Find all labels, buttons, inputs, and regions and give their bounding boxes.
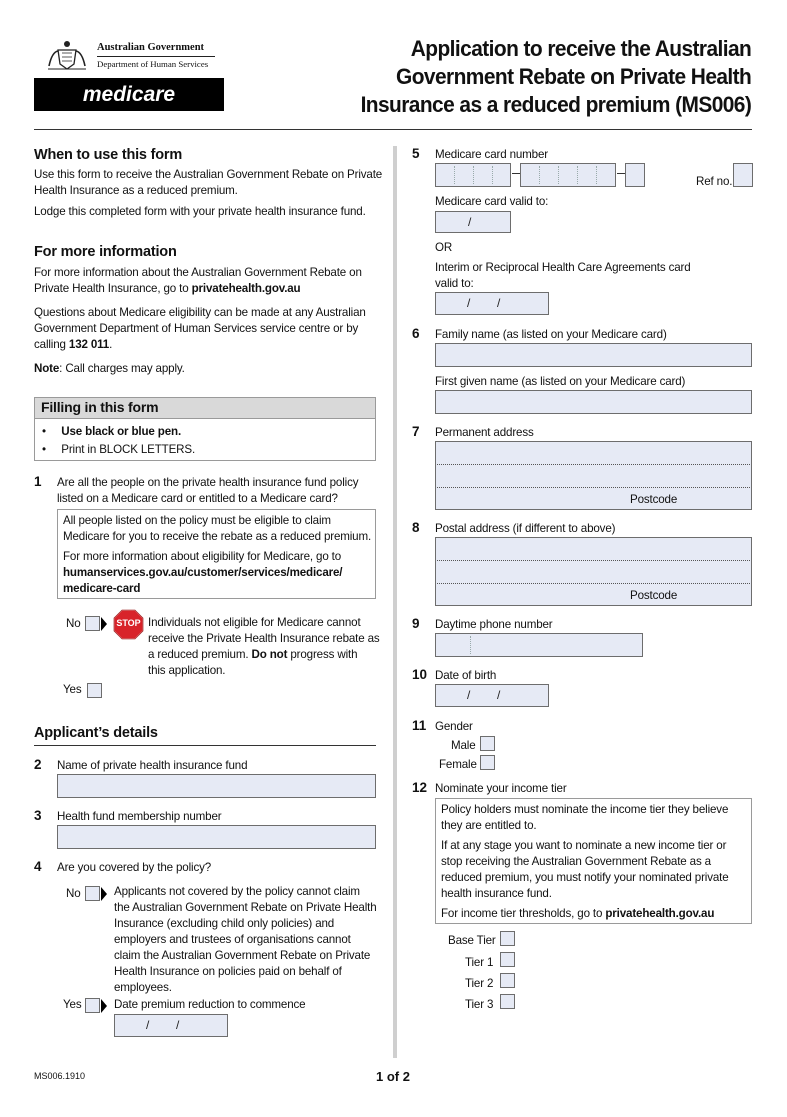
q1-no-text-c-bold: Do not	[251, 648, 288, 661]
q1-no-checkbox[interactable]	[85, 616, 100, 631]
male-checkbox[interactable]	[480, 736, 495, 751]
title-line-1: Application to receive the Australian	[410, 36, 751, 61]
q4-no-arrow-icon	[101, 887, 107, 901]
q1-no-text-c-pre: a reduced premium.	[148, 648, 252, 661]
more-info-text-1a: For more information about the Australian Government Rebate on	[34, 266, 362, 279]
q1-no-text-d: this application.	[148, 664, 226, 677]
more-info-heading: For more information	[34, 244, 177, 260]
more-info-text-1b-pre: Private Health Insurance, go to	[34, 282, 192, 295]
q2-text: Name of private health insurance fund	[57, 759, 248, 772]
filling-bullet-2-text: Print in BLOCK LETTERS.	[61, 443, 196, 456]
when-to-use-text-2: Lodge this completed form with your private health insurance fund.	[34, 205, 366, 218]
note-body: : Call charges may apply.	[59, 362, 185, 375]
q2-number: 2	[34, 757, 42, 772]
title-line-2: Government Rebate on Private Health	[395, 64, 751, 89]
q4-no-label: No	[66, 887, 81, 900]
male-label: Male	[451, 739, 476, 752]
note-label: Note	[34, 362, 60, 375]
q7-text: Permanent address	[435, 426, 534, 439]
q1-box-a: All people listed on the policy must be eligible to claim	[63, 514, 331, 527]
date-slash: /	[468, 215, 472, 229]
q12-box-g	[441, 906, 714, 922]
header-rule	[34, 129, 752, 130]
privatehealth-link[interactable]: privatehealth.gov.au	[191, 282, 301, 295]
base-tier-checkbox[interactable]	[500, 931, 515, 946]
q4-no-e: claim the Australian Government Rebate on Private	[114, 949, 371, 962]
q9-number: 9	[412, 616, 420, 631]
tier1-checkbox[interactable]	[500, 952, 515, 967]
medicare-logo-text: medicare	[82, 83, 176, 106]
tier2-label: Tier 2	[465, 977, 494, 990]
date-slash: /	[497, 688, 501, 702]
filling-heading: Filling in this form	[41, 399, 159, 415]
q1-box-e[interactable]: medicare-card	[63, 582, 141, 595]
membership-number-field[interactable]	[57, 825, 376, 849]
q12-box-f: health insurance fund.	[441, 887, 552, 900]
q3-text: Health fund membership number	[57, 810, 222, 823]
q10-text: Date of birth	[435, 669, 497, 682]
q4-yes-checkbox[interactable]	[85, 998, 100, 1013]
q1-no-text-a: Individuals not eligible for Medicare cannot	[148, 616, 361, 629]
q12-number: 12	[412, 780, 428, 795]
calling-text: calling	[34, 338, 69, 351]
q12-box-a: Policy holders must nominate the income tier they believe	[441, 803, 729, 816]
or-label: OR	[435, 241, 453, 254]
q5-text: Medicare card number	[435, 148, 548, 161]
q12-box-g-pre: For income tier thresholds, go to	[441, 907, 606, 920]
date-slash: /	[467, 688, 471, 702]
family-name-field[interactable]	[435, 343, 752, 367]
q1-box-d[interactable]: humanservices.gov.au/customer/services/medicare/	[63, 566, 343, 579]
q1-text-a: Are all the people on the private health insurance fund policy	[57, 476, 359, 489]
more-info-text-2a: Questions about Medicare eligibility can be made at any Australian	[34, 306, 366, 319]
filling-bullet-1: • Use black or blue pen.	[42, 425, 182, 438]
form-code: MS006.1910	[34, 1071, 86, 1081]
q1-no-label: No	[66, 617, 81, 630]
interim-label-a: Interim or Reciprocal Health Care Agreements card	[435, 261, 691, 274]
q1-no-arrow-icon	[101, 617, 107, 631]
q10-number: 10	[412, 667, 428, 682]
filling-bullet-1-text: Use black or blue pen.	[61, 425, 182, 438]
base-tier-label: Base Tier	[448, 934, 496, 947]
q4-no-c: Insurance (excluding child only policies) and	[114, 917, 335, 930]
health-fund-name-field[interactable]	[57, 774, 376, 798]
q12-text: Nominate your income tier	[435, 782, 567, 795]
date-slash: /	[497, 296, 501, 310]
title-line-3: Insurance as a reduced premium (MS006)	[360, 92, 751, 117]
when-to-use-heading: When to use this form	[34, 147, 183, 163]
q4-yes-text: Date premium reduction to commence	[114, 998, 306, 1011]
q4-number: 4	[34, 859, 42, 874]
q8-text: Postal address (if different to above)	[435, 522, 616, 535]
gov-name: Australian Government	[97, 42, 205, 53]
applicant-rule	[34, 745, 376, 746]
date-slash: /	[467, 296, 471, 310]
q1-no-text-b: receive the Private Health Insurance rebate as	[148, 632, 380, 645]
female-checkbox[interactable]	[480, 755, 495, 770]
q3-number: 3	[34, 808, 42, 823]
q1-yes-label: Yes	[63, 683, 82, 696]
when-to-use-text-1b: Health Insurance as a reduced premium.	[34, 184, 238, 197]
q4-no-d: employers and trustees of organisations cannot	[114, 933, 351, 946]
medicare-valid-to-field[interactable]	[435, 211, 511, 233]
interim-label-b: valid to:	[435, 277, 474, 290]
q1-no-text-c	[148, 647, 357, 663]
q6-number: 6	[412, 326, 420, 341]
date-slash: /	[176, 1018, 180, 1032]
ref-no-field[interactable]	[733, 163, 753, 187]
q4-no-f: Health Insurance on policies paid on behalf of	[114, 965, 342, 978]
permanent-address-field[interactable]	[435, 441, 752, 510]
q4-text: Are you covered by the policy?	[57, 861, 212, 874]
dept-name: Department of Human Services	[97, 59, 209, 69]
when-to-use-text-1a: Use this form to receive the Australian Government Rebate on Private	[34, 168, 383, 181]
q1-text-b: listed on a Medicare card or entitled to a Medicare card?	[57, 492, 338, 505]
phone-number-field[interactable]	[435, 633, 643, 657]
q4-yes-label: Yes	[63, 998, 82, 1011]
first-given-name-field[interactable]	[435, 390, 752, 414]
q4-yes-arrow-icon	[101, 999, 107, 1013]
q5-number: 5	[412, 146, 420, 161]
q7-number: 7	[412, 424, 420, 439]
q11-number: 11	[412, 718, 427, 733]
q1-no-text-c-post: progress with	[287, 648, 358, 661]
q4-no-g: employees.	[114, 981, 172, 994]
permanent-postcode-label: Postcode	[630, 493, 678, 506]
q4-no-a: Applicants not covered by the policy cannot claim	[114, 885, 360, 898]
ref-no-label: Ref no.	[696, 175, 733, 188]
q12-box-d: stop receiving the Australian Government Rebate as a	[441, 855, 711, 868]
date-slash: /	[146, 1018, 150, 1032]
page-number: 1 of 2	[376, 1069, 410, 1084]
postal-postcode-label: Postcode	[630, 589, 678, 602]
filling-bullet-2: • Print in BLOCK LETTERS.	[42, 443, 196, 456]
q1-yes-checkbox[interactable]	[87, 683, 102, 698]
female-label: Female	[439, 758, 477, 771]
q9-text: Daytime phone number	[435, 618, 553, 631]
q12-box-e: reduced premium, you must notify your nominated private	[441, 871, 729, 884]
tier2-checkbox[interactable]	[500, 973, 515, 988]
postal-address-field[interactable]	[435, 537, 752, 606]
q12-box-b: they are entitled to.	[441, 819, 537, 832]
tier3-checkbox[interactable]	[500, 994, 515, 1009]
gov-crest-icon	[44, 36, 90, 72]
stop-sign-text: STOP	[116, 618, 141, 628]
tier3-label: Tier 3	[465, 998, 494, 1011]
medicare-number-part2[interactable]	[520, 163, 616, 187]
more-info-text-2b: Government Department of Human Services service centre or by	[34, 322, 359, 335]
column-divider	[393, 146, 397, 1058]
q1-box-c: For more information about eligibility for Medicare, go to	[63, 550, 342, 563]
q6-text: Family name (as listed on your Medicare card)	[435, 328, 667, 341]
calling-period: .	[109, 338, 113, 351]
premium-reduction-date-field[interactable]	[114, 1014, 228, 1037]
q4-no-b: the Australian Government Rebate on Private Health	[114, 901, 377, 914]
medicare-number-part1[interactable]	[435, 163, 511, 187]
more-info-text-1b	[34, 281, 301, 297]
first-given-name-label: First given name (as listed on your Medicare card)	[435, 375, 686, 388]
tier1-label: Tier 1	[465, 956, 494, 969]
q1-box-b: Medicare for you to receive the rebate as a reduced premium.	[63, 530, 372, 543]
q8-number: 8	[412, 520, 420, 535]
stop-sign-icon	[113, 609, 144, 640]
more-info-text-2c	[34, 337, 112, 353]
q1-number: 1	[34, 474, 42, 489]
valid-to-label: Medicare card valid to:	[435, 195, 549, 208]
medicare-number-part3[interactable]	[625, 163, 645, 187]
medicare-logo	[34, 78, 224, 111]
q12-box-c: If at any stage you want to nominate a new income tier or	[441, 839, 727, 852]
tier-thresholds-link[interactable]: privatehealth.gov.au	[605, 907, 715, 920]
note-text	[34, 361, 185, 377]
q4-no-checkbox[interactable]	[85, 886, 100, 901]
form-title	[360, 35, 751, 119]
phone-number: 132 011	[68, 338, 110, 351]
date-of-birth-field[interactable]	[435, 684, 549, 707]
interim-valid-to-field[interactable]	[435, 292, 549, 315]
applicant-details-heading: Applicant’s details	[34, 725, 158, 741]
q11-text: Gender	[435, 720, 473, 733]
